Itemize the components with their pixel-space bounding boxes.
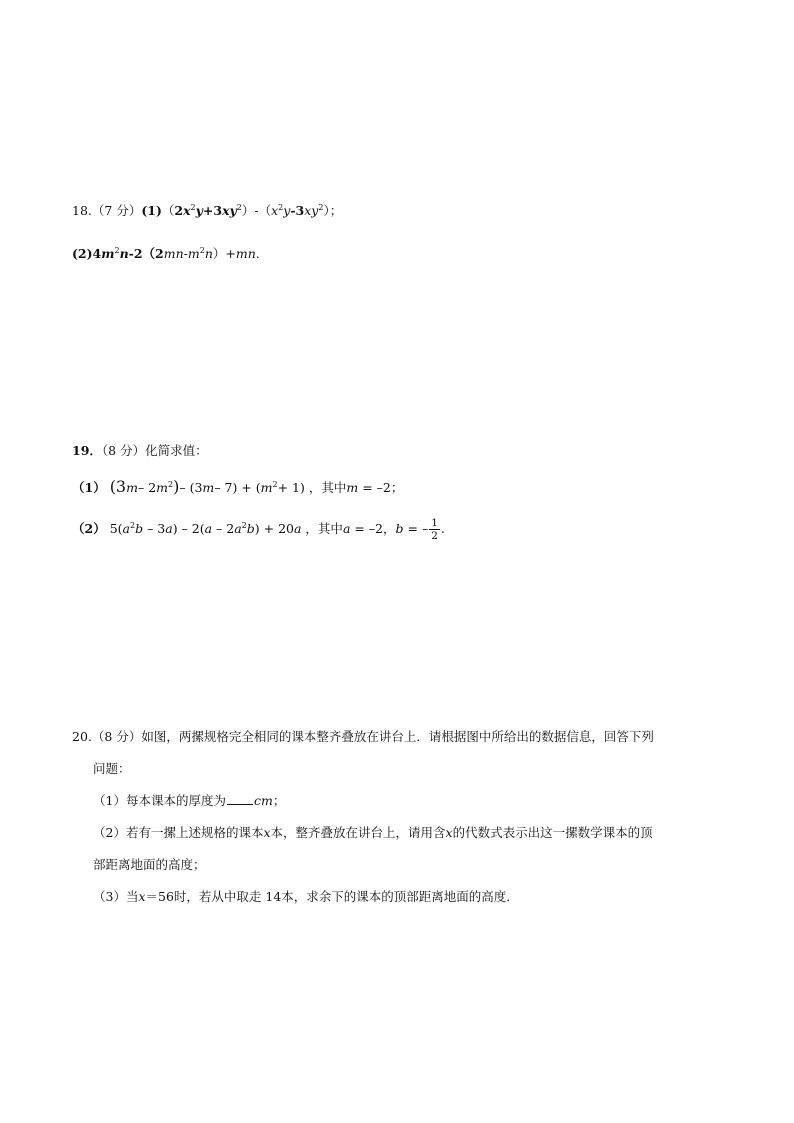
q18-line2: $(2)4m^2n-2(2mn-m^2n)+mn$. xyxy=(72,246,260,261)
q19-part2: （2） $5(a^2b - 3a) - 2(a - 2a^2b) + 20a$ ，其中a = –2，b = – $\frac{1}{2}$ . xyxy=(72,517,445,542)
q20-intro-text: （8 分）如图，两摞规格完全相同的课本整齐叠放在讲台上．请根据图中所给出的数据信息，回答下列 xyxy=(91,729,654,744)
one-half-fraction: $\frac{1}{2}$ xyxy=(431,517,438,542)
q20-intro-line2: 问题： xyxy=(93,761,131,776)
q19-part2-expr: $5(a^2b - 3a) - 2(a - 2a^2b) + 20a$ xyxy=(109,521,302,536)
q20-number: 20. xyxy=(72,729,92,744)
q19-number: 19． xyxy=(72,443,102,458)
q18-line1: 18.（7 分）$(1)(2x^2y+3xy^2)-(x^2y-3xy^2)$； xyxy=(72,203,343,218)
q20-part2-line2: 部距离地面的高度； xyxy=(93,857,206,872)
q18-part1-label: (1) xyxy=(141,203,162,218)
q19-part1-label: （1） xyxy=(72,480,106,495)
q20-part3: （3）当x＝56时，若从中取走 14本，求余下的课本的顶部距离地面的高度． xyxy=(93,889,519,904)
q20-part1: （1）每本课本的厚度为 cm； xyxy=(93,793,286,808)
q19-part1-expr: (3m– $2m^2)-$ (3m– $7) + (m^2+ 1)$ xyxy=(109,477,305,496)
q18-number: 18. xyxy=(72,203,92,218)
answer-blank xyxy=(227,792,253,805)
q19-score: （8 分）化简求值： xyxy=(101,443,208,458)
q20-intro-line1 xyxy=(72,728,654,746)
q18-part2-label: (2) xyxy=(72,246,93,261)
q19-part2-label: （2） xyxy=(72,521,106,536)
q20-part2-line1: （2）若有一摞上述规格的课本x本，整齐叠放在讲台上，请用含x的代数式表示出这一摞数学课本的顶 xyxy=(93,825,653,840)
q18-score: （7 分） xyxy=(91,203,142,218)
q19-heading xyxy=(72,442,208,460)
q19-part1: （1） (3m– $2m^2)-$ (3m– $7) + (m^2+ 1)$ ，其中m = –2； xyxy=(72,477,404,496)
